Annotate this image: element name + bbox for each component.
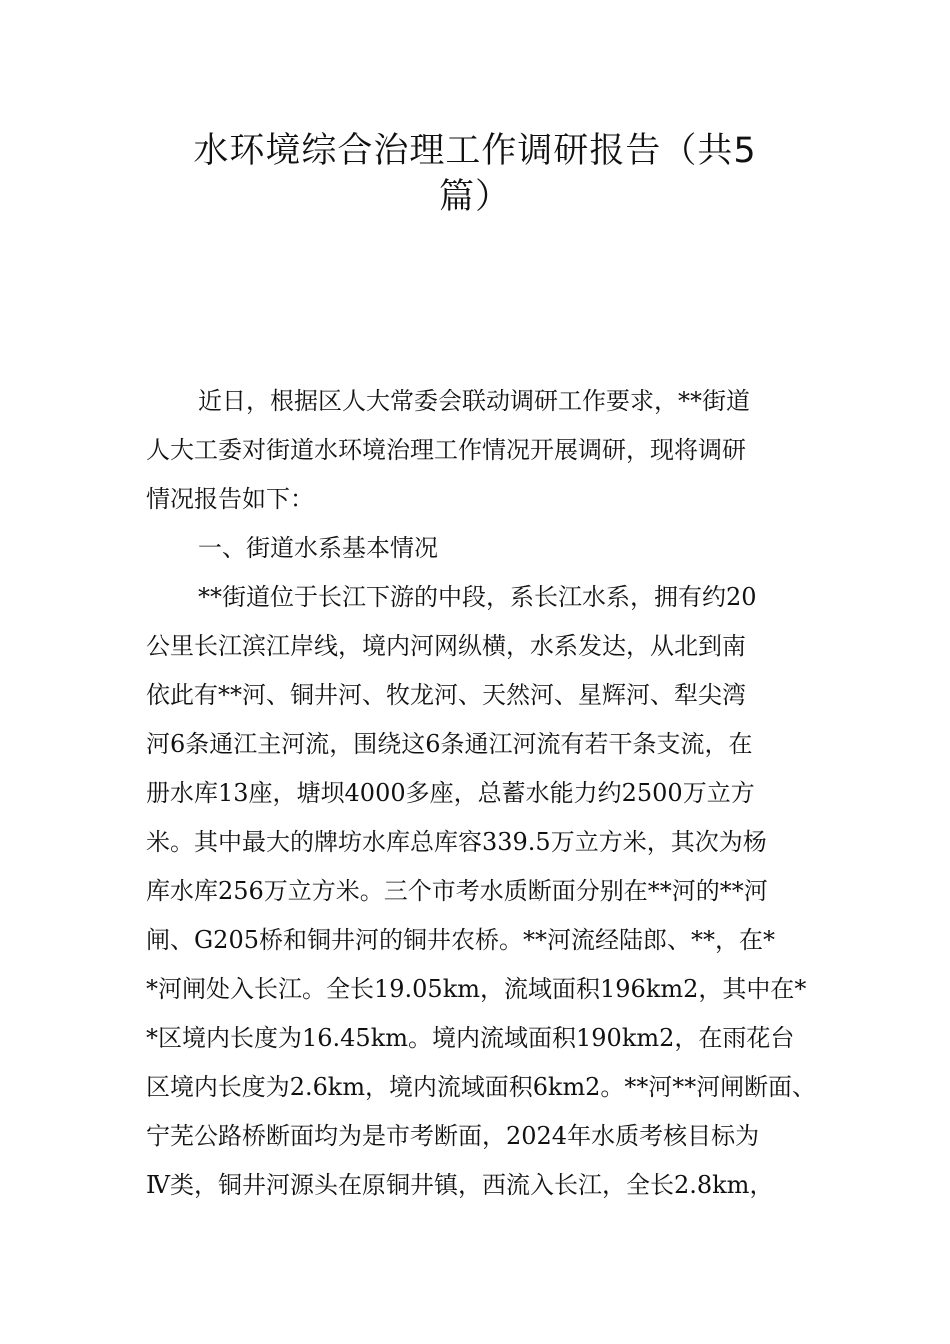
body-line: 区境内长度为2.6km，境内流域面积6km2。**河**河闸断面、 xyxy=(146,1073,816,1101)
body-line: 近日，根据区人大常委会联动调研工作要求，**街道 xyxy=(198,387,750,415)
body-line: 河6条通江主河流，围绕这6条通江河流有若干条支流，在 xyxy=(146,730,753,758)
section-heading: 一、街道水系基本情况 xyxy=(198,534,438,562)
body-line: 米。其中最大的牌坊水库总库容339.5万立方米，其次为杨 xyxy=(146,828,767,856)
body-line: 情况报告如下： xyxy=(146,485,314,513)
body-line: 册水库13座，塘坝4000多座，总蓄水能力约2500万立方 xyxy=(146,779,755,807)
body-line: 依此有**河、铜井河、牧龙河、天然河、星辉河、犁尖湾 xyxy=(146,681,746,709)
document-title xyxy=(120,128,830,220)
title-line-1: 水环境综合治理工作调研报告（共5 xyxy=(193,131,757,171)
body-line: *河闸处入长江。全长19.05km，流域面积196km2，其中在* xyxy=(146,975,807,1003)
document-body xyxy=(146,377,816,1210)
body-line: 公里长江滨江岸线，境内河网纵横，水系发达，从北到南 xyxy=(146,632,746,660)
body-line: 闸、G205桥和铜井河的铜井农桥。**河流经陆郎、**，在* xyxy=(146,926,775,954)
body-line: 库水库256万立方米。三个市考水质断面分别在**河的**河 xyxy=(146,877,768,905)
body-line: **街道位于长江下游的中段，系长江水系，拥有约20 xyxy=(198,583,757,611)
body-line: 宁芜公路桥断面均为是市考断面，2024年水质考核目标为 xyxy=(146,1122,760,1150)
body-line: Ⅳ类，铜井河源头在原铜井镇，西流入长江，全长2.8km， xyxy=(146,1171,774,1199)
body-line: 人大工委对街道水环境治理工作情况开展调研，现将调研 xyxy=(146,436,746,464)
title-line-2: 篇） xyxy=(438,177,511,217)
body-line: *区境内长度为16.45km。境内流域面积190km2，在雨花台 xyxy=(146,1024,795,1052)
